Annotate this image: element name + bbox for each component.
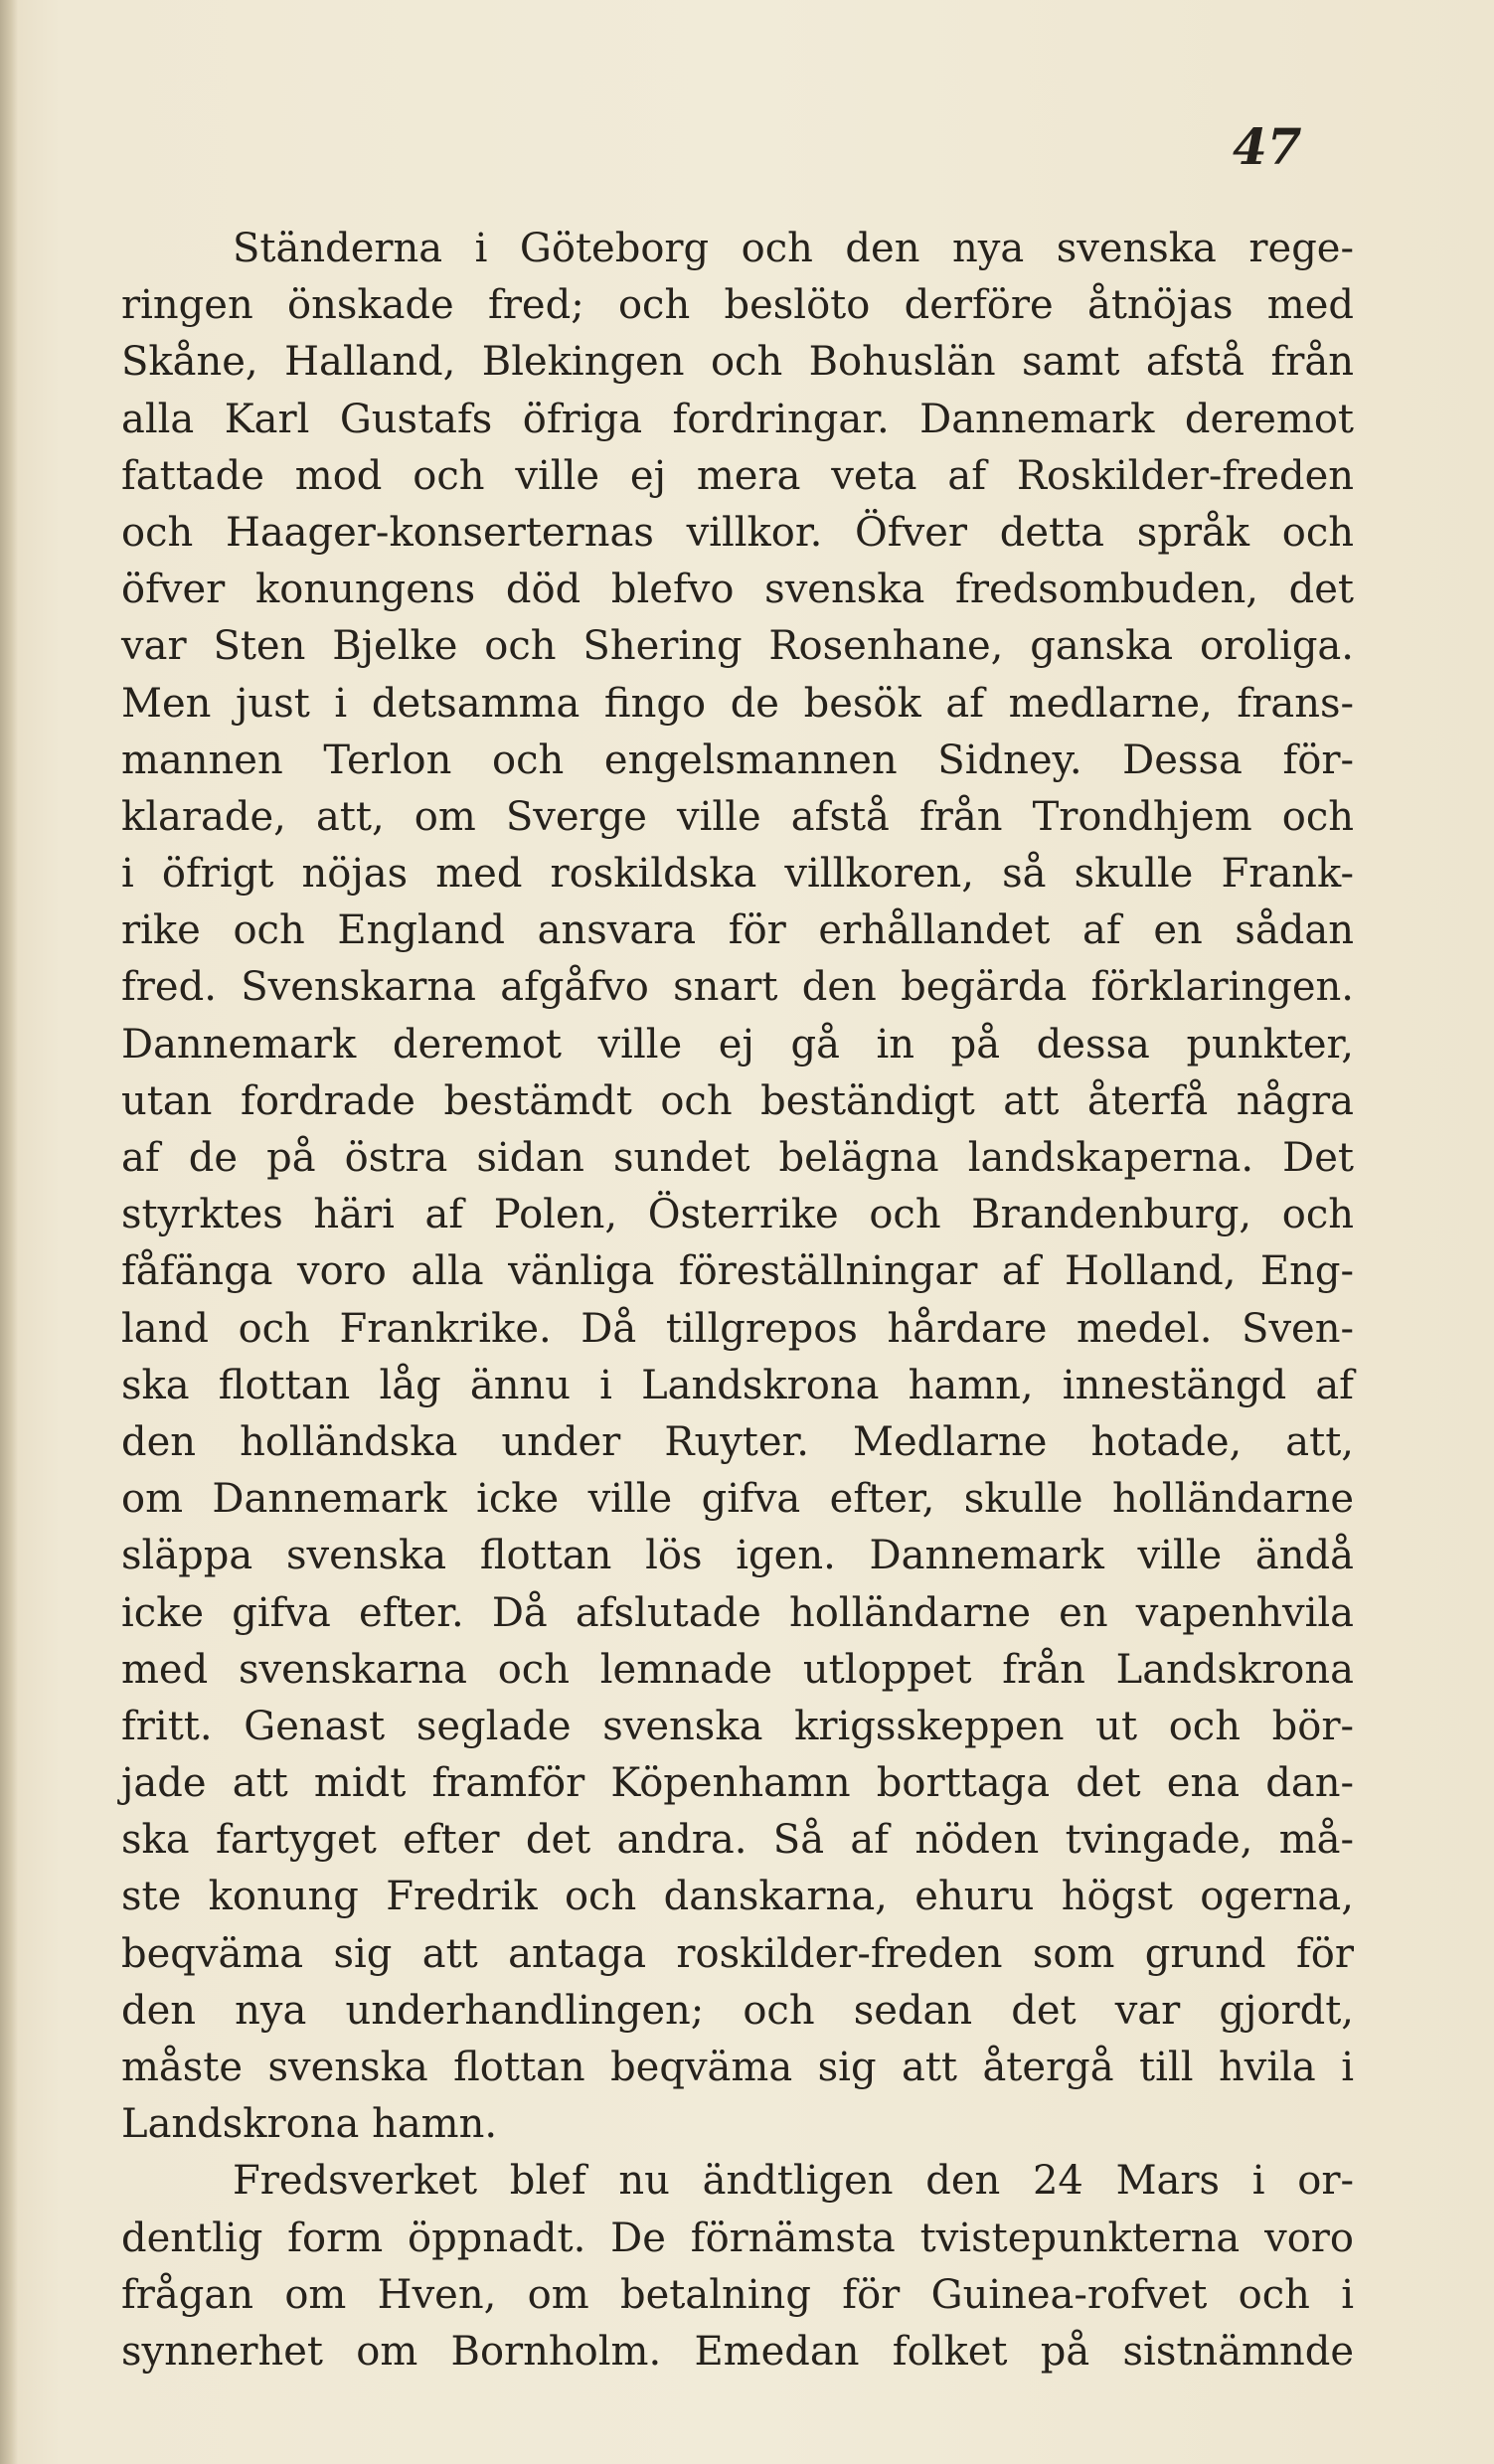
text-line: dentlig form öppnadt. De förnämsta tvistepunkterna voro xyxy=(121,2215,1354,2261)
text-line: öfver konungens död blefvo svenska fredsombuden, det xyxy=(121,567,1354,613)
text-line: utan fordrade bestämdt och beständigt att återfå några xyxy=(121,1077,1354,1124)
text-line: i öfrigt nöjas med roskildska villkoren, så skulle Frank- xyxy=(121,851,1354,898)
text-line: beqväma sig att antaga roskilder-freden som grund för xyxy=(121,1930,1354,1977)
text-line: Fredsverket blef nu ändtligen den 24 Mars i or- xyxy=(233,2158,1354,2205)
text-line: styrktes häri af Polen, Österrike och Brandenburg, och xyxy=(121,1192,1354,1238)
text-line: frågan om Hven, om betalning för Guinea-rofvet och i xyxy=(121,2271,1354,2318)
text-line: Dannemark deremot ville ej gå in på dessa punkter, xyxy=(121,1021,1354,1068)
text-line: mannen Terlon och engelsmannen Sidney. Dessa för- xyxy=(121,737,1354,783)
text-line: måste svenska flottan beqväma sig att återgå till hvila i xyxy=(121,2045,1354,2090)
text-line: fåfänga voro alla vänliga föreställningar af Holland, Eng- xyxy=(121,1248,1354,1295)
text-line: icke gifva efter. Då afslutade holländarne en vapenhvila xyxy=(121,1589,1354,1636)
text-line: och Haager-konserternas villkor. Öfver detta språk och xyxy=(121,509,1354,556)
text-line: alla Karl Gustafs öfriga fordringar. Dannemark deremot xyxy=(121,396,1354,442)
text-line: fred. Svenskarna afgåfvo snart den begärda förklaringen. xyxy=(121,964,1354,1011)
body-text xyxy=(121,221,1354,2381)
text-line: den holländska under Ruyter. Medlarne hotade, att, xyxy=(121,1418,1354,1465)
text-line: ste konung Fredrik och danskarna, ehuru högst ogerna, xyxy=(121,1874,1354,1920)
text-line: rike och England ansvara för erhållandet af en sådan xyxy=(121,907,1354,954)
text-line: klarade, att, om Sverge ville afstå från Trondhjem och xyxy=(121,793,1354,840)
text-line: Landskrona hamn. xyxy=(121,2101,498,2148)
text-line: Ständerna i Göteborg och den nya svenska rege- xyxy=(233,226,1354,271)
text-line: fattade mod och ville ej mera veta af Roskilder-freden xyxy=(121,452,1354,499)
text-line: var Sten Bjelke och Shering Rosenhane, ganska oroliga. xyxy=(121,623,1354,670)
text-line: af de på östra sidan sundet belägna landskaperna. Det xyxy=(121,1135,1354,1181)
page-number: 47 xyxy=(1233,117,1302,176)
text-line: med svenskarna och lemnade utloppet från Landskrona xyxy=(121,1646,1354,1693)
text-line: ringen önskade fred; och beslöto derföre åtnöjas med xyxy=(121,282,1354,329)
text-line: fritt. Genast seglade svenska krigsskeppen ut och bör- xyxy=(121,1703,1354,1749)
text-line: släppa svenska flottan lös igen. Dannemark ville ändå xyxy=(121,1533,1354,1579)
text-line: Skåne, Halland, Blekingen och Bohuslän samt afstå från xyxy=(121,339,1354,386)
text-line: land och Frankrike. Då tillgrepos hårdare medel. Sven- xyxy=(121,1305,1354,1352)
text-line: om Dannemark icke ville gifva efter, skulle holländarne xyxy=(121,1476,1354,1523)
page-spine-shadow xyxy=(0,0,18,2464)
text-line: ska fartyget efter det andra. Så af nöden tvingade, må- xyxy=(121,1817,1354,1864)
text-line: Men just i detsamma fingo de besök af medlarne, frans- xyxy=(121,680,1354,727)
text-line: den nya underhandlingen; och sedan det var gjordt, xyxy=(121,1987,1354,2034)
text-line: synnerhet om Bornholm. Emedan folket på sistnämnde xyxy=(121,2328,1354,2375)
text-line: jade att midt framför Köpenhamn borttaga det ena dan- xyxy=(121,1760,1354,1807)
text-line: ska flottan låg ännu i Landskrona hamn, innestängd af xyxy=(121,1362,1354,1408)
